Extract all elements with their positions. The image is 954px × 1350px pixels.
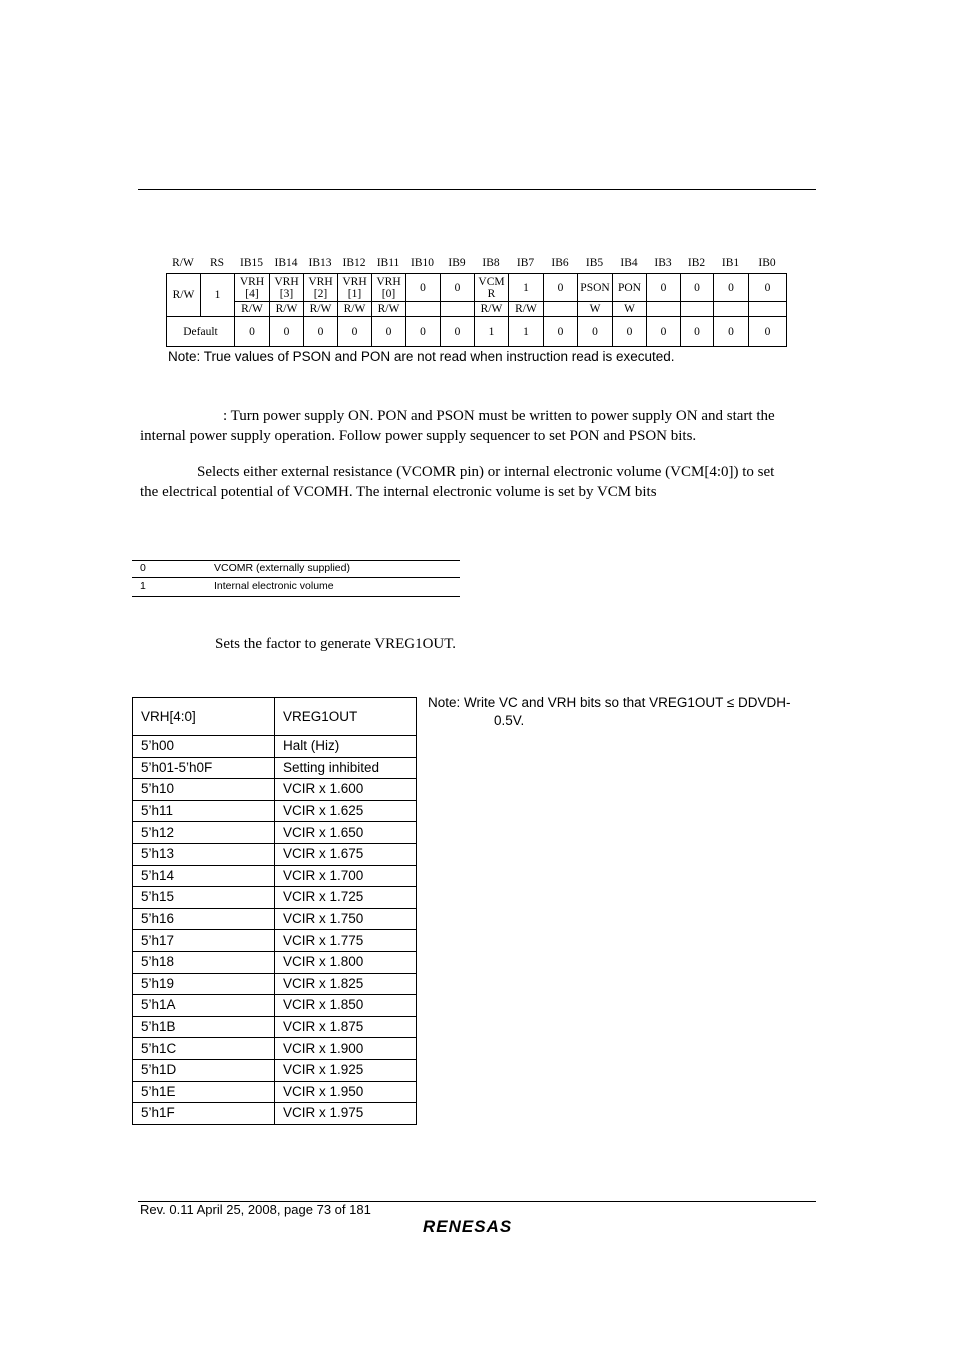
vreg1out-value: Setting inhibited bbox=[275, 757, 417, 779]
vrh-code: 5’h12 bbox=[133, 822, 275, 844]
bit-access-ib12: R/W bbox=[338, 302, 372, 317]
register-header-ib6: IB6 bbox=[551, 257, 569, 269]
bit-access-ib5: W bbox=[578, 302, 613, 317]
register-header-ib12: IB12 bbox=[342, 257, 366, 269]
vrh-code: 5’h1E bbox=[133, 1081, 275, 1103]
table-row bbox=[133, 930, 417, 952]
bit-name-ib14: VRH [3] bbox=[270, 274, 304, 302]
table-row bbox=[133, 736, 417, 758]
bit-access-ib10 bbox=[406, 302, 441, 317]
bit-access-ib11: R/W bbox=[372, 302, 406, 317]
vreg1out-value: VCIR x 1.975 bbox=[275, 1103, 417, 1125]
vreg1out-col-header: VREG1OUT bbox=[275, 698, 417, 736]
bit-name-ib0: 0 bbox=[749, 274, 787, 302]
vcom-table-bottom-rule bbox=[132, 596, 460, 597]
vcom-value-0: 0 bbox=[140, 562, 146, 574]
bit-default-ib0: 0 bbox=[749, 317, 787, 347]
table-row bbox=[133, 865, 417, 887]
vrh-code: 5’h10 bbox=[133, 779, 275, 801]
bit-default-ib12: 0 bbox=[338, 317, 372, 347]
vrh-note bbox=[428, 694, 828, 730]
bit-access-ib7: R/W bbox=[509, 302, 544, 317]
vrh-code: 5’h11 bbox=[133, 800, 275, 822]
bit-name-ib12: VRH [1] bbox=[338, 274, 372, 302]
vrh-code: 5’h16 bbox=[133, 908, 275, 930]
table-row bbox=[133, 779, 417, 801]
register-header-ib2: IB2 bbox=[687, 257, 706, 269]
header-rule bbox=[138, 189, 816, 190]
bit-access-ib8: R/W bbox=[475, 302, 509, 317]
bit-name-ib10: 0 bbox=[406, 274, 441, 302]
vrh-code: 5’h1A bbox=[133, 995, 275, 1017]
register-header-ib1: IB1 bbox=[721, 257, 740, 269]
table-row bbox=[133, 1016, 417, 1038]
vreg1out-value: VCIR x 1.850 bbox=[275, 995, 417, 1017]
bit-default-ib7: 1 bbox=[509, 317, 544, 347]
bit-name-ib9: 0 bbox=[441, 274, 475, 302]
vreg1out-value: VCIR x 1.725 bbox=[275, 887, 417, 909]
bit-access-ib14: R/W bbox=[270, 302, 304, 317]
svg-text:RENESAS: RENESAS bbox=[423, 1217, 513, 1236]
vcom-value-1: 1 bbox=[140, 580, 146, 592]
register-header-ib9: IB9 bbox=[448, 257, 466, 269]
register-header-ib11: IB11 bbox=[376, 257, 400, 269]
bit-name-ib5: PSON bbox=[578, 274, 613, 302]
register-header-ib5: IB5 bbox=[585, 257, 604, 269]
vrh-code: 5’h1F bbox=[133, 1103, 275, 1125]
bit-name-ib11: VRH [0] bbox=[372, 274, 406, 302]
vreg1out-value: VCIR x 1.775 bbox=[275, 930, 417, 952]
vrh-code: 5’h01-5’h0F bbox=[133, 757, 275, 779]
register-header-ib15: IB15 bbox=[240, 257, 263, 269]
bit-access-ib9 bbox=[441, 302, 475, 317]
register-header-ib14: IB14 bbox=[274, 257, 298, 269]
vcom-table-mid-rule bbox=[132, 577, 460, 578]
register-header-rs: RS bbox=[209, 257, 225, 269]
row-rw-label: R/W bbox=[167, 274, 201, 317]
vreg1out-value: Halt (Hiz) bbox=[275, 736, 417, 758]
vcom-table-top-rule bbox=[132, 560, 460, 561]
bit-access-ib2 bbox=[681, 302, 714, 317]
vreg1out-value: VCIR x 1.800 bbox=[275, 951, 417, 973]
vreg1out-value: VCIR x 1.900 bbox=[275, 1038, 417, 1060]
vreg1out-value: VCIR x 1.950 bbox=[275, 1081, 417, 1103]
vrh-note-line-2: 0.5V. bbox=[494, 713, 525, 728]
vrh-col-header: VRH[4:0] bbox=[133, 698, 275, 736]
bit-access-ib4: W bbox=[613, 302, 647, 317]
bit-default-ib15: 0 bbox=[235, 317, 270, 347]
bit-name-ib15: VRH [4] bbox=[235, 274, 270, 302]
bit-default-ib2: 0 bbox=[681, 317, 714, 347]
bit-access-ib3 bbox=[647, 302, 681, 317]
pon-line-1: : Turn power supply ON. PON and PSON must be written to power supply ON and start the bbox=[223, 408, 775, 424]
vcmr-line-2: the electrical potential of VCOMH. The internal electronic volume is set by VCM bits bbox=[140, 484, 657, 500]
bit-name-ib13: VRH [2] bbox=[304, 274, 338, 302]
bit-name-ib6: 0 bbox=[544, 274, 578, 302]
vrh-description: Sets the factor to generate VREG1OUT. bbox=[215, 636, 457, 652]
table-row bbox=[133, 1081, 417, 1103]
register-header-ib10: IB10 bbox=[411, 257, 434, 269]
vcom-desc-0: VCOMR (externally supplied) bbox=[214, 562, 350, 574]
register-header-ib7: IB7 bbox=[516, 257, 535, 269]
vreg1out-value: VCIR x 1.750 bbox=[275, 908, 417, 930]
register-header-ib4: IB4 bbox=[620, 257, 638, 269]
vcmr-line-1: Selects either external resistance (VCOMR pin) or internal electronic volume (VCM[4:0]) to set bbox=[197, 464, 775, 480]
bit-name-ib1: 0 bbox=[714, 274, 749, 302]
row-rs-value: 1 bbox=[201, 274, 235, 317]
bit-default-ib13: 0 bbox=[304, 317, 338, 347]
vcom-desc-1: Internal electronic volume bbox=[214, 580, 334, 592]
table-row bbox=[133, 1059, 417, 1081]
register-note: Note: True values of PSON and PON are not read when instruction read is executed. bbox=[168, 349, 675, 364]
bit-default-ib5: 0 bbox=[578, 317, 613, 347]
vrh-code: 5’h19 bbox=[133, 973, 275, 995]
vrh-code: 5’h14 bbox=[133, 865, 275, 887]
bit-default-ib11: 0 bbox=[372, 317, 406, 347]
vrh-code: 5’h00 bbox=[133, 736, 275, 758]
register-header-ib13: IB13 bbox=[308, 257, 332, 269]
bit-access-ib0 bbox=[749, 302, 787, 317]
vreg1out-value: VCIR x 1.875 bbox=[275, 1016, 417, 1038]
bit-default-ib1: 0 bbox=[714, 317, 749, 347]
table-row bbox=[133, 1038, 417, 1060]
vreg1out-value: VCIR x 1.700 bbox=[275, 865, 417, 887]
pon-description bbox=[140, 406, 810, 446]
table-row bbox=[133, 908, 417, 930]
table-row bbox=[133, 800, 417, 822]
vrh-note-line-1: Note: Write VC and VRH bits so that VREG1OUT ≤ DDVDH- bbox=[428, 695, 791, 710]
table-row bbox=[133, 973, 417, 995]
table-row bbox=[133, 951, 417, 973]
table-row bbox=[133, 1103, 417, 1125]
bit-default-ib10: 0 bbox=[406, 317, 441, 347]
vrh-code: 5’h1D bbox=[133, 1059, 275, 1081]
vreg1out-value: VCIR x 1.925 bbox=[275, 1059, 417, 1081]
register-header-ib0: IB0 bbox=[758, 257, 776, 269]
renesas-logo bbox=[421, 1216, 533, 1236]
vrh-code: 5’h18 bbox=[133, 951, 275, 973]
table-row bbox=[133, 995, 417, 1017]
register-table bbox=[166, 273, 787, 347]
vreg1out-value: VCIR x 1.600 bbox=[275, 779, 417, 801]
vreg1out-value: VCIR x 1.625 bbox=[275, 800, 417, 822]
vrh-table bbox=[132, 697, 417, 1125]
vreg1out-value: VCIR x 1.650 bbox=[275, 822, 417, 844]
vrh-code: 5’h13 bbox=[133, 843, 275, 865]
vcmr-description bbox=[140, 462, 810, 502]
table-row bbox=[133, 887, 417, 909]
register-header-ib3: IB3 bbox=[654, 257, 672, 269]
bit-name-ib7: 1 bbox=[509, 274, 544, 302]
bit-name-ib4: PON bbox=[613, 274, 647, 302]
bit-default-ib8: 1 bbox=[475, 317, 509, 347]
bit-access-ib13: R/W bbox=[304, 302, 338, 317]
table-row bbox=[133, 843, 417, 865]
table-row bbox=[133, 822, 417, 844]
bit-default-ib6: 0 bbox=[544, 317, 578, 347]
vreg1out-value: VCIR x 1.825 bbox=[275, 973, 417, 995]
vrh-code: 5’h17 bbox=[133, 930, 275, 952]
default-label: Default bbox=[167, 317, 235, 347]
bit-default-ib4: 0 bbox=[613, 317, 647, 347]
vrh-code: 5’h15 bbox=[133, 887, 275, 909]
bit-name-ib2: 0 bbox=[681, 274, 714, 302]
pon-line-2: internal power supply operation. Follow power supply sequencer to set PON and PSON bits. bbox=[140, 428, 697, 444]
bit-default-ib9: 0 bbox=[441, 317, 475, 347]
vrh-code: 5’h1C bbox=[133, 1038, 275, 1060]
bit-name-ib8: VCM R bbox=[475, 274, 509, 302]
register-header-ib8: IB8 bbox=[482, 257, 500, 269]
register-header-rw: R/W bbox=[172, 257, 194, 269]
bit-name-ib3: 0 bbox=[647, 274, 681, 302]
footer-revision: Rev. 0.11 April 25, 2008, page 73 of 181 bbox=[140, 1202, 371, 1217]
vrh-code: 5’h1B bbox=[133, 1016, 275, 1038]
bit-access-ib15: R/W bbox=[235, 302, 270, 317]
bit-default-ib3: 0 bbox=[647, 317, 681, 347]
bit-access-ib1 bbox=[714, 302, 749, 317]
bit-default-ib14: 0 bbox=[270, 317, 304, 347]
vreg1out-value: VCIR x 1.675 bbox=[275, 843, 417, 865]
table-row bbox=[133, 757, 417, 779]
bit-access-ib6 bbox=[544, 302, 578, 317]
